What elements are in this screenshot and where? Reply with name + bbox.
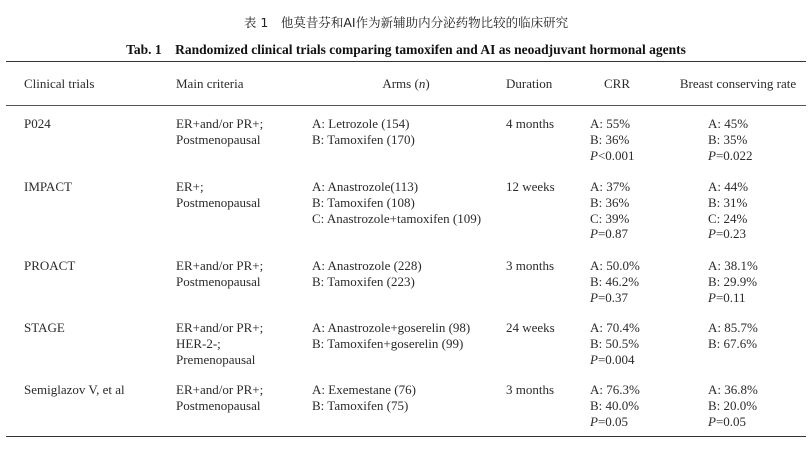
- crr-values: [590, 258, 640, 305]
- bcr-p-value: [708, 148, 753, 164]
- arm-line: A: Exemestane (76): [312, 382, 416, 397]
- bcr-line: C: 24%: [708, 210, 748, 226]
- arms: [312, 258, 422, 290]
- p-label: P: [590, 147, 598, 163]
- crr-line: B: 36%: [590, 131, 630, 147]
- criteria-line: HER-2-;: [176, 335, 221, 351]
- top-rule: [6, 61, 806, 62]
- header-arms: [312, 76, 500, 92]
- crr-line: B: 50.5%: [590, 335, 640, 351]
- p-value: =0.23: [715, 226, 747, 242]
- arm-line: B: Tamoxifen (108): [312, 194, 415, 210]
- arms: [312, 320, 470, 352]
- crr-values: [590, 320, 640, 367]
- header-clinical-trials: Clinical trials: [24, 76, 95, 91]
- criteria-line: ER+;: [176, 179, 204, 194]
- bcr-line: B: 31%: [708, 194, 748, 210]
- p-label: P: [708, 226, 716, 242]
- crr-line: A: 37%: [590, 179, 631, 194]
- arm-line: B: Tamoxifen (170): [312, 131, 415, 147]
- arms: [312, 179, 481, 226]
- trial-name: Semiglazov V, et al: [24, 382, 125, 397]
- header-breast-conserving-rate: Breast conserving rate: [679, 76, 797, 91]
- p-value: =0.022: [715, 147, 753, 163]
- crr-line: A: 55%: [590, 116, 631, 131]
- header-crr: CRR: [603, 76, 630, 91]
- bcr-line: B: 67.6%: [708, 335, 758, 351]
- criteria-line: Postmenopausal: [176, 131, 261, 147]
- header-main-criteria: Main criteria: [176, 76, 244, 91]
- p-value: =0.05: [597, 413, 629, 429]
- p-label: P: [590, 289, 598, 305]
- arm-line: B: Tamoxifen (75): [312, 397, 409, 413]
- header-arms-prefix: Arms (: [382, 76, 419, 91]
- bcr-line: A: 36.8%: [708, 382, 758, 397]
- criteria-line: Postmenopausal: [176, 273, 261, 289]
- bcr-line: A: 38.1%: [708, 258, 758, 273]
- p-value: =0.05: [715, 413, 747, 429]
- arms: [312, 116, 415, 148]
- crr-p-value: [590, 226, 630, 242]
- bcr-p-value: [708, 414, 758, 430]
- p-label: P: [708, 147, 716, 163]
- table-caption-chinese: 表 1 他莫昔芬和AI作为新辅助内分泌药物比较的临床研究: [243, 15, 569, 30]
- crr-line: B: 40.0%: [590, 397, 640, 413]
- breast-conserving-values: [708, 258, 758, 305]
- arms: [312, 382, 416, 414]
- header-duration: Duration: [506, 76, 553, 91]
- arm-line: B: Tamoxifen (223): [312, 273, 415, 289]
- trial-name: STAGE: [24, 320, 65, 335]
- p-label: P: [590, 226, 598, 242]
- main-criteria: [176, 179, 261, 211]
- bcr-line: A: 85.7%: [708, 320, 758, 335]
- crr-p-value: [590, 352, 640, 368]
- header-rule: [6, 105, 806, 106]
- breast-conserving-values: [708, 382, 758, 429]
- criteria-line: ER+and/or PR+;: [176, 258, 264, 273]
- main-criteria: [176, 382, 263, 414]
- p-label: P: [708, 413, 716, 429]
- p-value: =0.11: [715, 289, 746, 305]
- crr-line: B: 36%: [590, 194, 630, 210]
- crr-values: [590, 382, 640, 429]
- arm-line: A: Anastrozole+goserelin (98): [312, 320, 471, 335]
- p-value: <0.001: [597, 147, 635, 163]
- p-value: =0.004: [597, 351, 635, 367]
- arm-line: A: Letrozole (154): [312, 116, 410, 131]
- bcr-line: A: 45%: [708, 116, 749, 131]
- bottom-rule: [6, 436, 806, 437]
- crr-line: B: 46.2%: [590, 273, 640, 289]
- criteria-line: Premenopausal: [176, 351, 256, 367]
- trial-name: PROACT: [24, 258, 76, 273]
- p-value: =0.87: [597, 226, 629, 242]
- crr-p-value: [590, 414, 640, 430]
- breast-conserving-values: [708, 116, 753, 163]
- arm-line: B: Tamoxifen+goserelin (99): [312, 335, 464, 351]
- p-value: =0.37: [597, 289, 629, 305]
- bcr-line: B: 29.9%: [708, 273, 758, 289]
- bcr-line: A: 44%: [708, 179, 749, 194]
- trial-name: P024: [24, 116, 51, 131]
- arm-line: A: Anastrozole(113): [312, 179, 419, 194]
- breast-conserving-values: [708, 179, 748, 242]
- header-arms-n: n: [418, 76, 426, 91]
- bcr-line: B: 35%: [708, 131, 748, 147]
- bcr-p-value: [708, 290, 758, 306]
- crr-p-value: [590, 148, 635, 164]
- bcr-p-value: [708, 226, 748, 242]
- criteria-line: ER+and/or PR+;: [176, 116, 264, 131]
- header-arms-suffix: ): [425, 76, 430, 91]
- crr-line: C: 39%: [590, 210, 630, 226]
- crr-line: A: 70.4%: [590, 320, 640, 335]
- crr-line: A: 76.3%: [590, 382, 640, 397]
- p-label: P: [590, 351, 598, 367]
- duration: 12 weeks: [506, 179, 555, 194]
- duration: 4 months: [506, 116, 555, 131]
- duration: 24 weeks: [506, 320, 555, 335]
- breast-conserving-values: [708, 320, 758, 352]
- arm-line: C: Anastrozole+tamoxifen (109): [312, 210, 482, 226]
- bcr-line: B: 20.0%: [708, 397, 758, 413]
- criteria-line: ER+and/or PR+;: [176, 320, 264, 335]
- p-label: P: [590, 413, 598, 429]
- duration: 3 months: [506, 382, 555, 397]
- crr-values: [590, 116, 635, 163]
- criteria-line: ER+and/or PR+;: [176, 382, 264, 397]
- criteria-line: Postmenopausal: [176, 397, 261, 413]
- crr-p-value: [590, 290, 640, 306]
- trial-name: IMPACT: [24, 179, 72, 194]
- duration: 3 months: [506, 258, 555, 273]
- table-caption-english: Tab. 1 Randomized clinical trials comparing tamoxifen and AI as neoadjuvant hormonal agents: [126, 42, 686, 57]
- criteria-line: Postmenopausal: [176, 194, 261, 210]
- main-criteria: [176, 116, 263, 148]
- main-criteria: [176, 258, 263, 290]
- crr-line: A: 50.0%: [590, 258, 640, 273]
- main-criteria: [176, 320, 263, 367]
- arm-line: A: Anastrozole (228): [312, 258, 422, 273]
- crr-values: [590, 179, 630, 242]
- p-label: P: [708, 289, 716, 305]
